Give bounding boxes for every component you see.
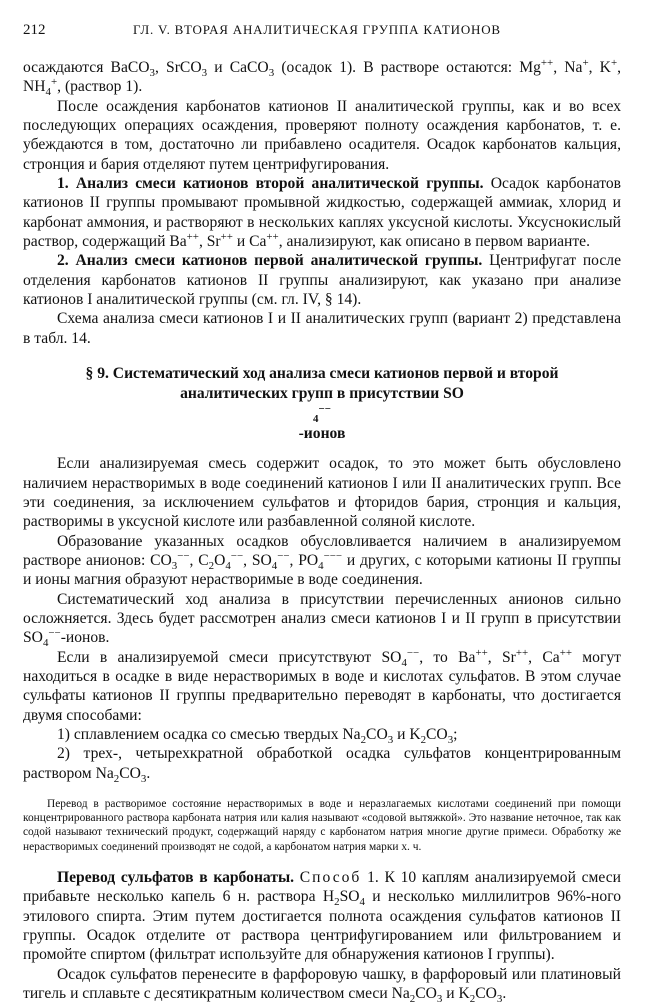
- section-heading: § 9. Систематический ход анализа смеси катионов первой и второй аналитических групп в присутствии SO $_4$−− -ионов: [85, 365, 559, 443]
- paragraph-5: Схема анализа смеси катионов I и II аналитических групп (вариант 2) представлена в табл. 14.: [23, 310, 621, 347]
- paragraph-4: 2. Анализ смеси катионов первой аналитической группы. Центрифугат после отделения карбонатов катионов II группы анализируют, как указано при анализе катионов I аналитической группы (см. гл. IV, § 14).: [23, 252, 621, 309]
- list-item-1: 1) сплавлением осадка со смесью твердых $Na_2CO_3$ и $K_2CO_3$;: [57, 725, 458, 747]
- paragraph-7: Образование указанных осадков обусловливается наличием в анализируемом растворе анионов: $CO_3^{--}$, $C_2O_4^{--}$, $SO_4^{--}$, $PO_4^{---}$ и других, с которыми катионы II группы и ионы магния образуют нерастворимые в воде соединения.: [23, 532, 621, 589]
- list-item-2: 2) трех-, четырехкратной обработкой осадка сульфатов концентрированным раствором $Na_2CO_3$.: [23, 745, 621, 785]
- page: [23, 22, 621, 1003]
- paragraph-1: осаждаются BaCO$_3$, SrCO$_3$ и CaCO$_3$ (осадок 1). В растворе остаются: Mg++, Na+, K+, $NH_4^+$, (раствор 1).: [23, 56, 622, 99]
- paragraph-8: Систематический ход анализа в присутствии перечисленных анионов сильно осложняется. Здесь будет рассмотрен анализ смеси катионов I и II групп в присутствии $SO_4^{--}$-ионов.: [23, 590, 621, 650]
- paragraph-9: Если в анализируемой смеси присутствуют $SO_4^{--}$, то Ba++, Sr++, Ca++ могут находиться в осадке в виде нерастворимых в воде и кислотах сульфатов. В этом случае сульфаты катионов II группы предварительно переводят в карбонаты, что достигается двумя способами:: [23, 646, 621, 724]
- running-head: ГЛ. V. ВТОРАЯ АНАЛИТИЧЕСКАЯ ГРУППА КАТИОНОВ: [133, 22, 501, 37]
- footnote: Перевод в растворимое состояние нерастворимых в воде и неразлагаемых кислотами соединений при помощи концентрированного раствора карбоната натрия или калия называют «содовой вытяжкой». Это название неточное, так как содой называют технический продукт, содержащий наряду с карбонатом натрия многие другие примеси. Обработку же нерастворимых соединений производят не содой, а карбонатом натрия марки х. ч.: [23, 798, 621, 853]
- page-header: [23, 22, 621, 44]
- paragraph-6: Если анализируемая смесь содержит осадок, то это может быть обусловлено наличием нерастворимых в воде соединений катионов I или II аналитических групп. Все эти соединения, за исключением сульфатов и фторидов бария, стронция и кальция, растворимы в уксусной кислоте или разбавленной соляной кислоте.: [23, 455, 621, 531]
- paragraph-2: После осаждения карбонатов катионов II аналитической группы, как и во всех последующих операциях осаждения, проверяют полноту осаждения карбонатов, т. е. убеждаются в том, достаточно ли прибавлено осадителя. Осадок карбонатов кальция, стронция и бария отделяют путем центрифугирования.: [23, 97, 621, 173]
- paragraph-11: Осадок сульфатов перенесите в фарфоровую чашку, в фарфоровый или платиновый тигель и сплавьте с десятикратным количеством смеси $Na_2CO_3$ и $K_2CO_3$.: [23, 965, 621, 1005]
- paragraph-10: Перевод сульфатов в карбонаты. Способ 1. К 10 каплям анализируемой смеси прибавьте несколько капель 6 н. раствора $H_2SO_4$ и несколько миллилитров 96%-ного этилового спирта. Этим путем достигается полнота осаждения сульфатов катионов II группы. Осадок отделите от раствора центрифугированием или фильтрованием и промойте спиртом (фильтрат используйте для обнаружения катионов I группы).: [23, 868, 621, 964]
- paragraph-3: 1. Анализ смеси катионов второй аналитической группы. Осадок карбонатов катионов II группы промывают промывной жидкостью, содержащей аммиак, хлорид и карбонат аммония, и растворяют в нескольких каплях уксусной кислоты. Уксуснокислый раствор, содержащий Ba++, Sr++ и Ca++, анализируют, как описано в первом варианте.: [23, 175, 621, 251]
- page-number: 212: [23, 22, 46, 38]
